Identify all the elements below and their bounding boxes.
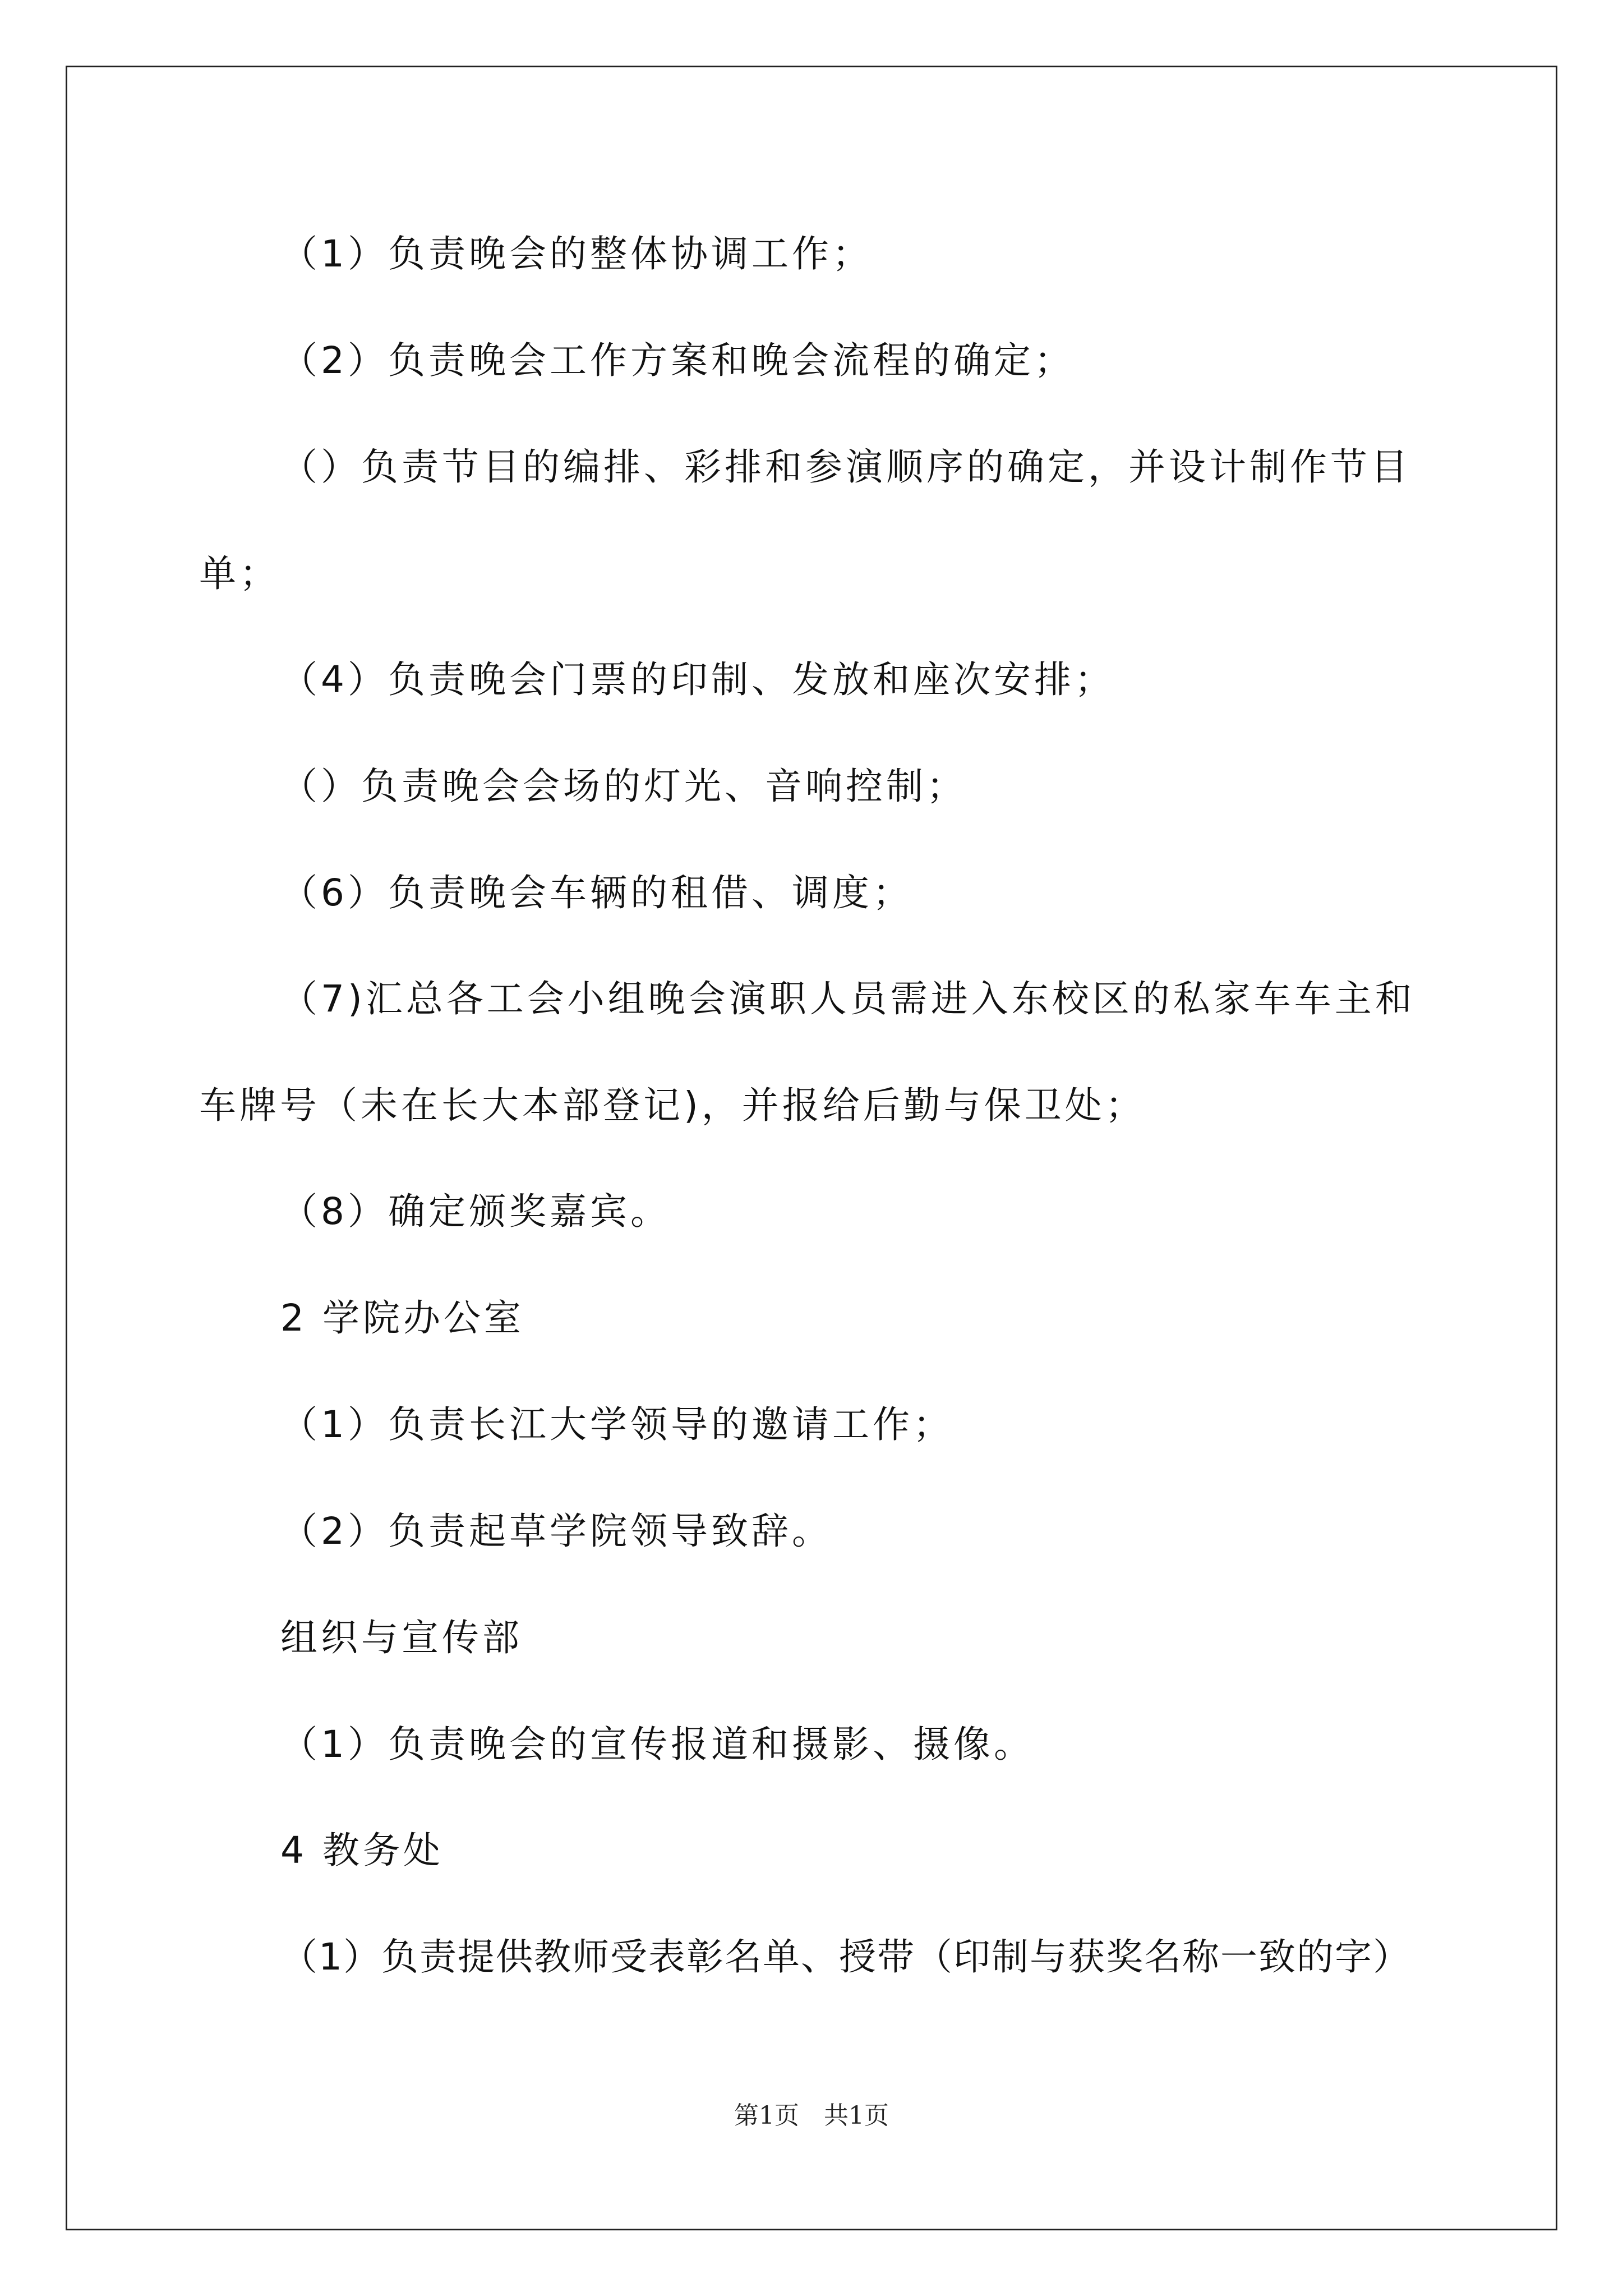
section-heading: 4 教务处: [280, 1829, 444, 1872]
text-line: （1）负责晚会的整体协调工作；: [280, 232, 873, 275]
text-line: （6）负责晚会车辆的租借、调度；: [280, 871, 913, 914]
text-line: （）负责晚会会场的灯光、音响控制；: [280, 765, 967, 808]
text-line: （4）负责晚会门票的印制、发放和座次安排；: [280, 658, 1115, 701]
text-line: 单；: [199, 552, 280, 595]
text-line: （7)汇总各工会小组晚会演职人员需进入东校区的私家车车主和: [280, 977, 1415, 1020]
text-line: （）负责节目的编排、彩排和参演顺序的确定，并设计制作节目: [280, 445, 1411, 489]
text-line: （2）负责晚会工作方案和晚会流程的确定；: [280, 339, 1075, 382]
page-border: [66, 66, 1557, 2230]
text-line: （1）负责晚会的宣传报道和摄影、摄像。: [280, 1723, 1034, 1766]
text-line: （1）负责提供教师受表彰名单、授带（印制与获奖名称一致的字）: [280, 1935, 1411, 1978]
section-heading: 2 学院办公室: [280, 1296, 524, 1340]
text-line: （1）负责长江大学领导的邀请工作；: [280, 1403, 953, 1446]
page-number-footer: 第1页 共1页: [734, 2101, 889, 2130]
section-heading: 组织与宣传部: [280, 1616, 523, 1659]
text-line: （2）负责起草学院领导致辞。: [280, 1510, 832, 1553]
text-line: （8）确定颁奖嘉宾。: [280, 1190, 671, 1233]
text-line: 车牌号（未在长大本部登记)，并报给后勤与保卫处；: [199, 1084, 1146, 1127]
